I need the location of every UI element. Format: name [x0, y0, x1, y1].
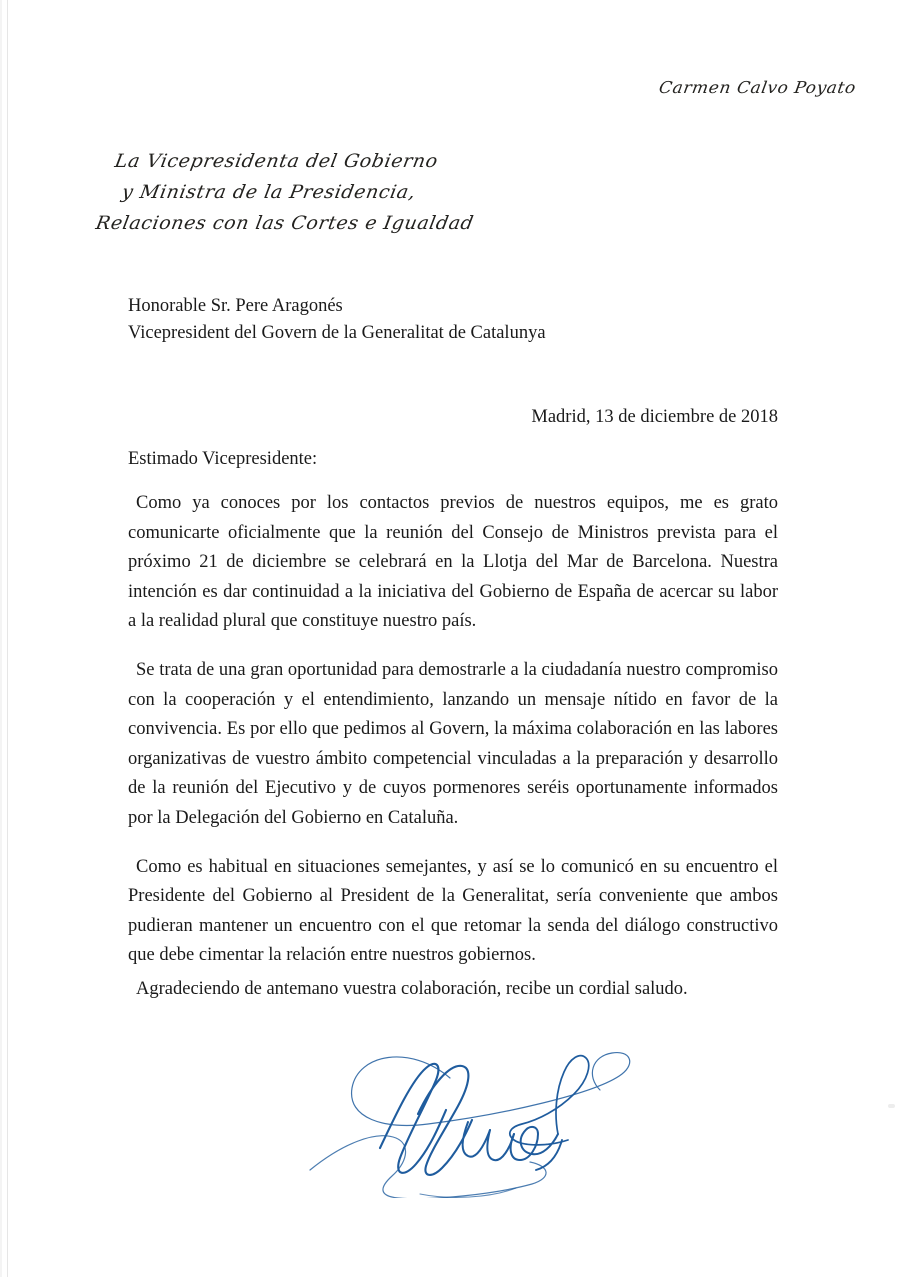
recipient-block	[128, 293, 546, 347]
handwritten-signature-icon	[300, 1018, 640, 1198]
letterhead-line-2: y Ministra de la Presidencia,	[120, 181, 418, 203]
date-line: Madrid, 13 de diciembre de 2018	[531, 407, 778, 427]
closing-line: Agradeciendo de antemano vuestra colaboración, recibe un cordial saludo.	[136, 979, 688, 999]
salutation: Estimado Vicepresidente:	[128, 449, 318, 469]
paragraph: Como es habitual en situaciones semejantes, y así se lo comunicó en su encuentro el Presidente del Gobierno al President de la Generalitat, sería conveniente que ambos pudieran mantener un encuentro con el que retomar la senda del diálogo constructivo que debe cimentar la relación entre nuestros gobiernos.	[128, 856, 778, 966]
paragraph: Como ya conoces por los contactos previos de nuestros equipos, me es grato comunicarte oficialmente que la reunión del Consejo de Ministros prevista para el próximo 21 de diciembre se celebrará en la Llotja del Mar de Barcelona. Nuestra intención es dar continuidad a la iniciativa del Gobierno de España de acercar su labor a la realidad plural que constituye nuestro país.	[128, 493, 778, 632]
author-name: Carmen Calvo Poyato	[657, 78, 858, 98]
letter-body	[128, 489, 778, 971]
letterhead-line-1: La Vicepresidenta del Gobierno	[113, 150, 440, 172]
scan-speck-artifact	[888, 1104, 895, 1108]
letterhead	[0, 146, 474, 239]
paragraph: Se trata de una gran oportunidad para demostrarle a la ciudadanía nuestro compromiso con la cooperación y el entendimiento, lanzando un mensaje nítido en favor de la convivencia. Es por ello que pedimos al Govern, la máxima colaboración en las labores organizativas de vuestro ámbito competencial vinculadas a la preparación y desarrollo de la reunión del Ejecutivo y de cuyos pormenores seréis oportunamente informados por la Delegación del Gobierno en Cataluña.	[128, 659, 778, 828]
letterhead-line-3: Relaciones con las Cortes e Igualdad	[94, 212, 476, 234]
recipient-name: Honorable Sr. Pere Aragonés	[128, 296, 343, 316]
recipient-title: Vicepresident del Govern de la Generalitat de Catalunya	[128, 323, 546, 343]
